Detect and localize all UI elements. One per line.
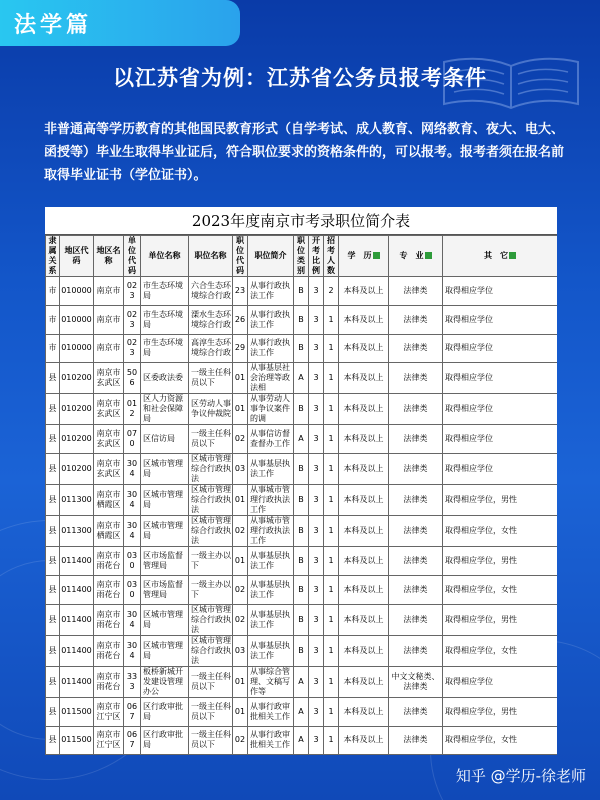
filter-dropdown-icon (373, 252, 380, 259)
table-cell: 市生态环境局 (141, 277, 189, 306)
table-cell: 011400 (60, 575, 94, 604)
table-cell: 030 (124, 575, 141, 604)
table-cell: 010200 (60, 454, 94, 485)
table-row (46, 516, 558, 547)
table-cell: B (294, 635, 309, 666)
table-cell: 3 (309, 726, 324, 755)
table-cell: 067 (124, 697, 141, 726)
column-header-label: 其 它 (484, 251, 508, 260)
table-cell: 023 (124, 277, 141, 306)
table-cell: 本科及以上 (339, 697, 389, 726)
table-row (46, 635, 558, 666)
table-cell: 一级主任科员以下 (189, 697, 233, 726)
table-cell: B (294, 547, 309, 576)
job-table-image (45, 207, 557, 755)
table-cell: 304 (124, 604, 141, 635)
table-cell: 南京市雨花台 (94, 547, 124, 576)
table-cell: 南京市江宁区 (94, 726, 124, 755)
column-header: 职位代码 (233, 236, 248, 277)
table-cell: 010000 (60, 305, 94, 334)
table-cell: 本科及以上 (339, 604, 389, 635)
table-cell: 取得相应学位 (443, 666, 558, 697)
table-cell: 从事基层执法工作 (248, 575, 294, 604)
table-row (46, 277, 558, 306)
table-cell: 本科及以上 (339, 305, 389, 334)
table-cell: 01 (233, 547, 248, 576)
table-cell: 从事行政执法工作 (248, 334, 294, 363)
table-cell: 取得相应学位，男性 (443, 697, 558, 726)
table-cell: B (294, 516, 309, 547)
table-cell: 县 (46, 516, 60, 547)
table-cell: 023 (124, 305, 141, 334)
table-cell: 本科及以上 (339, 666, 389, 697)
table-row (46, 485, 558, 516)
table-cell: 取得相应学位，男性 (443, 547, 558, 576)
table-cell: 区城市管理局 (141, 516, 189, 547)
table-cell: 1 (324, 575, 339, 604)
table-cell: 01 (233, 363, 248, 394)
table-cell: 取得相应学位，女性 (443, 516, 558, 547)
table-cell: B (294, 394, 309, 425)
intro-paragraph: 非普通高等学历教育的其他国民教育形式（自学考试、成人教育、网络教育、夜大、电大、函授等）毕业生取得毕业证后，符合职位要求的资格条件的，可以报考。报考者须在报名前取得毕业证书（学位证书）。 (44, 122, 565, 183)
table-cell: 县 (46, 485, 60, 516)
table-cell: 南京市雨花台 (94, 635, 124, 666)
table-row (46, 394, 558, 425)
table-cell: 从事基层执法工作 (248, 635, 294, 666)
table-cell: 1 (324, 334, 339, 363)
table-cell: B (294, 305, 309, 334)
table-cell: 取得相应学位，男性 (443, 485, 558, 516)
table-cell: 本科及以上 (339, 277, 389, 306)
table-cell: 011400 (60, 604, 94, 635)
table-row (46, 604, 558, 635)
table-cell: 从事行政执法工作 (248, 305, 294, 334)
table-cell: 一级主办以下 (189, 575, 233, 604)
table-cell: 1 (324, 635, 339, 666)
table-cell: 一级主任科员以下 (189, 425, 233, 454)
filter-dropdown-icon (425, 252, 432, 259)
table-cell: 3 (309, 454, 324, 485)
table-cell: 县 (46, 575, 60, 604)
column-header-other (443, 236, 558, 277)
table-cell: 南京市雨花台 (94, 575, 124, 604)
table-cell: 区市场监督管理局 (141, 575, 189, 604)
table-row (46, 363, 558, 394)
table-cell: 取得相应学位，男性 (443, 604, 558, 635)
table-cell: A (294, 666, 309, 697)
table-cell: 市生态环境局 (141, 305, 189, 334)
table-cell: 01 (233, 666, 248, 697)
table-cell: 区城市管理综合行政执法 (189, 454, 233, 485)
table-cell: 县 (46, 666, 60, 697)
table-cell: 取得相应学位 (443, 454, 558, 485)
table-cell: 区城市管理综合行政执法 (189, 516, 233, 547)
section-tag: 法学篇 (14, 12, 93, 38)
table-cell: 1 (324, 485, 339, 516)
table-cell: 县 (46, 363, 60, 394)
table-cell: 高淳生态环境综合行政 (189, 334, 233, 363)
table-row (46, 666, 558, 697)
table-row (46, 305, 558, 334)
table-cell: 县 (46, 604, 60, 635)
table-cell: 26 (233, 305, 248, 334)
table-cell: 本科及以上 (339, 363, 389, 394)
table-cell: 304 (124, 516, 141, 547)
table-cell: 333 (124, 666, 141, 697)
table-cell: 01 (233, 485, 248, 516)
table-cell: 2 (324, 277, 339, 306)
table-cell: 法律类 (389, 604, 443, 635)
table-cell: 011400 (60, 666, 94, 697)
table-cell: 1 (324, 363, 339, 394)
table-cell: 一级主任科员以下 (189, 363, 233, 394)
table-cell: 南京市玄武区 (94, 425, 124, 454)
table-cell: 1 (324, 516, 339, 547)
table-cell: B (294, 454, 309, 485)
column-header: 单位名称 (141, 236, 189, 277)
table-cell: B (294, 604, 309, 635)
table-cell: 3 (309, 394, 324, 425)
table-cell: A (294, 363, 309, 394)
table-cell: 02 (233, 575, 248, 604)
table-cell: 304 (124, 635, 141, 666)
table-cell: 取得相应学位 (443, 363, 558, 394)
table-cell: 02 (233, 425, 248, 454)
table-cell: 3 (309, 604, 324, 635)
table-cell: 区城市管理局 (141, 485, 189, 516)
table-cell: 取得相应学位，女性 (443, 575, 558, 604)
table-cell: 区城市管理局 (141, 604, 189, 635)
table-cell: 县 (46, 726, 60, 755)
table-cell: 法律类 (389, 726, 443, 755)
column-header-label: 专 业 (399, 251, 424, 260)
table-cell: 010000 (60, 277, 94, 306)
table-cell: 本科及以上 (339, 516, 389, 547)
table-cell: 县 (46, 425, 60, 454)
table-cell: 法律类 (389, 575, 443, 604)
table-cell: 从事城市管理行政执法工作 (248, 485, 294, 516)
table-cell: 区城市管理综合行政执法 (189, 604, 233, 635)
table-cell: 溧水生态环境综合行政 (189, 305, 233, 334)
table-cell: 区市场监督管理局 (141, 547, 189, 576)
table-cell: 从事基层执法工作 (248, 604, 294, 635)
table-cell: 本科及以上 (339, 394, 389, 425)
table-cell: 1 (324, 697, 339, 726)
table-cell: 南京市雨花台 (94, 604, 124, 635)
table-cell: 取得相应学位 (443, 277, 558, 306)
table-cell: 012 (124, 394, 141, 425)
table-row (46, 547, 558, 576)
table-cell: 304 (124, 454, 141, 485)
table-cell: 3 (309, 425, 324, 454)
table-cell: 从事行政执法工作 (248, 277, 294, 306)
table-cell: 市 (46, 305, 60, 334)
table-cell: 本科及以上 (339, 485, 389, 516)
table-cell: 3 (309, 547, 324, 576)
table-row (46, 697, 558, 726)
table-cell: 法律类 (389, 425, 443, 454)
table-cell: 3 (309, 363, 324, 394)
table-cell: 从事城市管理行政执法工作 (248, 516, 294, 547)
table-cell: 从事劳动人事争议案件的调 (248, 394, 294, 425)
table-cell: 023 (124, 334, 141, 363)
table-cell: 区城市管理综合行政执法 (189, 635, 233, 666)
table-cell: 市 (46, 277, 60, 306)
table-cell: 011500 (60, 697, 94, 726)
table-cell: 六合生态环境综合行政 (189, 277, 233, 306)
table-cell: 市 (46, 334, 60, 363)
table-cell: 02 (233, 516, 248, 547)
table-cell: 010200 (60, 425, 94, 454)
job-table (45, 235, 557, 755)
column-header: 地区名称 (94, 236, 124, 277)
table-cell: 市生态环境局 (141, 334, 189, 363)
table-cell: B (294, 485, 309, 516)
table-cell: 法律类 (389, 697, 443, 726)
table-cell: 法律类 (389, 547, 443, 576)
table-row (46, 425, 558, 454)
table-cell: 县 (46, 635, 60, 666)
table-cell: 取得相应学位 (443, 425, 558, 454)
table-cell: 3 (309, 305, 324, 334)
column-header: 隶属关系 (46, 236, 60, 277)
table-row (46, 334, 558, 363)
table-row (46, 454, 558, 485)
table-cell: 区行政审批局 (141, 697, 189, 726)
table-cell: 取得相应学位 (443, 305, 558, 334)
table-cell: 067 (124, 726, 141, 755)
headline: 以江苏省为例：江苏省公务员报考条件 (113, 66, 487, 90)
table-cell: 区城市管理综合行政执法 (189, 485, 233, 516)
table-cell: 1 (324, 604, 339, 635)
table-cell: 从事综合管理、文稿写作等 (248, 666, 294, 697)
table-cell: 南京市玄武区 (94, 394, 124, 425)
table-cell: 南京市 (94, 277, 124, 306)
table-cell: 1 (324, 726, 339, 755)
table-cell: 010000 (60, 334, 94, 363)
table-cell: 01 (233, 394, 248, 425)
table-cell: 3 (309, 575, 324, 604)
column-header: 职位简介 (248, 236, 294, 277)
column-header-label: 学 历 (347, 251, 372, 260)
table-cell: 506 (124, 363, 141, 394)
table-cell: 区信访局 (141, 425, 189, 454)
table-cell: 1 (324, 394, 339, 425)
table-cell: 010200 (60, 363, 94, 394)
table-cell: 011300 (60, 485, 94, 516)
table-cell: 法律类 (389, 635, 443, 666)
table-cell: 区人力资源和社会保障局 (141, 394, 189, 425)
table-cell: 取得相应学位，女性 (443, 635, 558, 666)
table-cell: B (294, 575, 309, 604)
table-cell: 011400 (60, 547, 94, 576)
watermark: 知乎 @学历-徐老师 (455, 767, 586, 785)
column-header: 职位类别 (294, 236, 309, 277)
table-cell: 本科及以上 (339, 575, 389, 604)
table-cell: 011300 (60, 516, 94, 547)
table-cell: 从事信访督查督办工作 (248, 425, 294, 454)
column-header: 招考人数 (324, 236, 339, 277)
table-cell: 从事行政审批相关工作 (248, 726, 294, 755)
table-cell: 3 (309, 697, 324, 726)
table-cell: 一级主任科员以下 (189, 666, 233, 697)
column-header: 单位代码 (124, 236, 141, 277)
table-cell: 一级主任科员以下 (189, 726, 233, 755)
table-cell: 23 (233, 277, 248, 306)
column-header-education (339, 236, 389, 277)
table-cell: 一级主办以下 (189, 547, 233, 576)
table-cell: 取得相应学位 (443, 334, 558, 363)
table-cell: A (294, 697, 309, 726)
table-cell: 南京市 (94, 305, 124, 334)
table-cell: 中文文秘类、法律类 (389, 666, 443, 697)
table-cell: 304 (124, 485, 141, 516)
table-cell: 县 (46, 547, 60, 576)
table-cell: A (294, 425, 309, 454)
table-cell: 南京市栖霞区 (94, 516, 124, 547)
table-cell: 区城市管理局 (141, 454, 189, 485)
table-cell: 1 (324, 666, 339, 697)
table-cell: 3 (309, 516, 324, 547)
table-cell: 板桥新城开发建设管理办公 (141, 666, 189, 697)
table-cell: 1 (324, 425, 339, 454)
filter-dropdown-icon (509, 252, 516, 259)
table-cell: 法律类 (389, 334, 443, 363)
table-cell: 本科及以上 (339, 425, 389, 454)
table-cell: 02 (233, 604, 248, 635)
table-header-row (46, 236, 558, 277)
table-cell: 南京市江宁区 (94, 697, 124, 726)
table-cell: 从事基层社会治理等政法相 (248, 363, 294, 394)
table-cell: 法律类 (389, 516, 443, 547)
table-cell: 1 (324, 305, 339, 334)
table-cell: 03 (233, 635, 248, 666)
table-cell: 本科及以上 (339, 454, 389, 485)
table-cell: 南京市玄武区 (94, 363, 124, 394)
table-cell: 03 (233, 454, 248, 485)
table-cell: 区城市管理局 (141, 635, 189, 666)
table-cell: 取得相应学位 (443, 394, 558, 425)
table-cell: 3 (309, 635, 324, 666)
table-cell: 南京市雨花台 (94, 666, 124, 697)
table-cell: 本科及以上 (339, 334, 389, 363)
table-cell: 01 (233, 697, 248, 726)
table-cell: 法律类 (389, 277, 443, 306)
table-cell: 从事基层执法工作 (248, 547, 294, 576)
table-cell: 3 (309, 666, 324, 697)
table-cell: 030 (124, 547, 141, 576)
table-cell: 法律类 (389, 305, 443, 334)
table-cell: 取得相应学位，女性 (443, 726, 558, 755)
table-cell: 法律类 (389, 394, 443, 425)
table-cell: 3 (309, 334, 324, 363)
table-cell: B (294, 277, 309, 306)
column-header: 地区代码 (60, 236, 94, 277)
table-cell: 从事行政审批相关工作 (248, 697, 294, 726)
table-cell: B (294, 334, 309, 363)
table-cell: A (294, 726, 309, 755)
table-cell: 本科及以上 (339, 547, 389, 576)
table-cell: 1 (324, 547, 339, 576)
table-cell: 011500 (60, 726, 94, 755)
table-cell: 区委政法委 (141, 363, 189, 394)
table-cell: 法律类 (389, 485, 443, 516)
table-cell: 法律类 (389, 454, 443, 485)
table-title: 2023年度南京市考录职位简介表 (45, 207, 557, 235)
table-cell: 县 (46, 697, 60, 726)
section-tag-banner (0, 0, 240, 46)
table-cell: 县 (46, 454, 60, 485)
table-cell: 法律类 (389, 363, 443, 394)
column-header: 开考比例 (309, 236, 324, 277)
table-cell: 区行政审批局 (141, 726, 189, 755)
table-cell: 区劳动人事争议仲裁院 (189, 394, 233, 425)
table-cell: 011400 (60, 635, 94, 666)
table-row (46, 726, 558, 755)
table-cell: 南京市栖霞区 (94, 485, 124, 516)
table-cell: 从事基层执法工作 (248, 454, 294, 485)
table-cell: 本科及以上 (339, 635, 389, 666)
column-header-major (389, 236, 443, 277)
table-cell: 南京市 (94, 334, 124, 363)
table-cell: 010200 (60, 394, 94, 425)
table-cell: 本科及以上 (339, 726, 389, 755)
table-cell: 29 (233, 334, 248, 363)
table-cell: 1 (324, 454, 339, 485)
table-cell: 3 (309, 485, 324, 516)
table-cell: 070 (124, 425, 141, 454)
table-row (46, 575, 558, 604)
table-cell: 3 (309, 277, 324, 306)
table-cell: 县 (46, 394, 60, 425)
table-cell: 南京市玄武区 (94, 454, 124, 485)
column-header: 职位名称 (189, 236, 233, 277)
table-cell: 02 (233, 726, 248, 755)
